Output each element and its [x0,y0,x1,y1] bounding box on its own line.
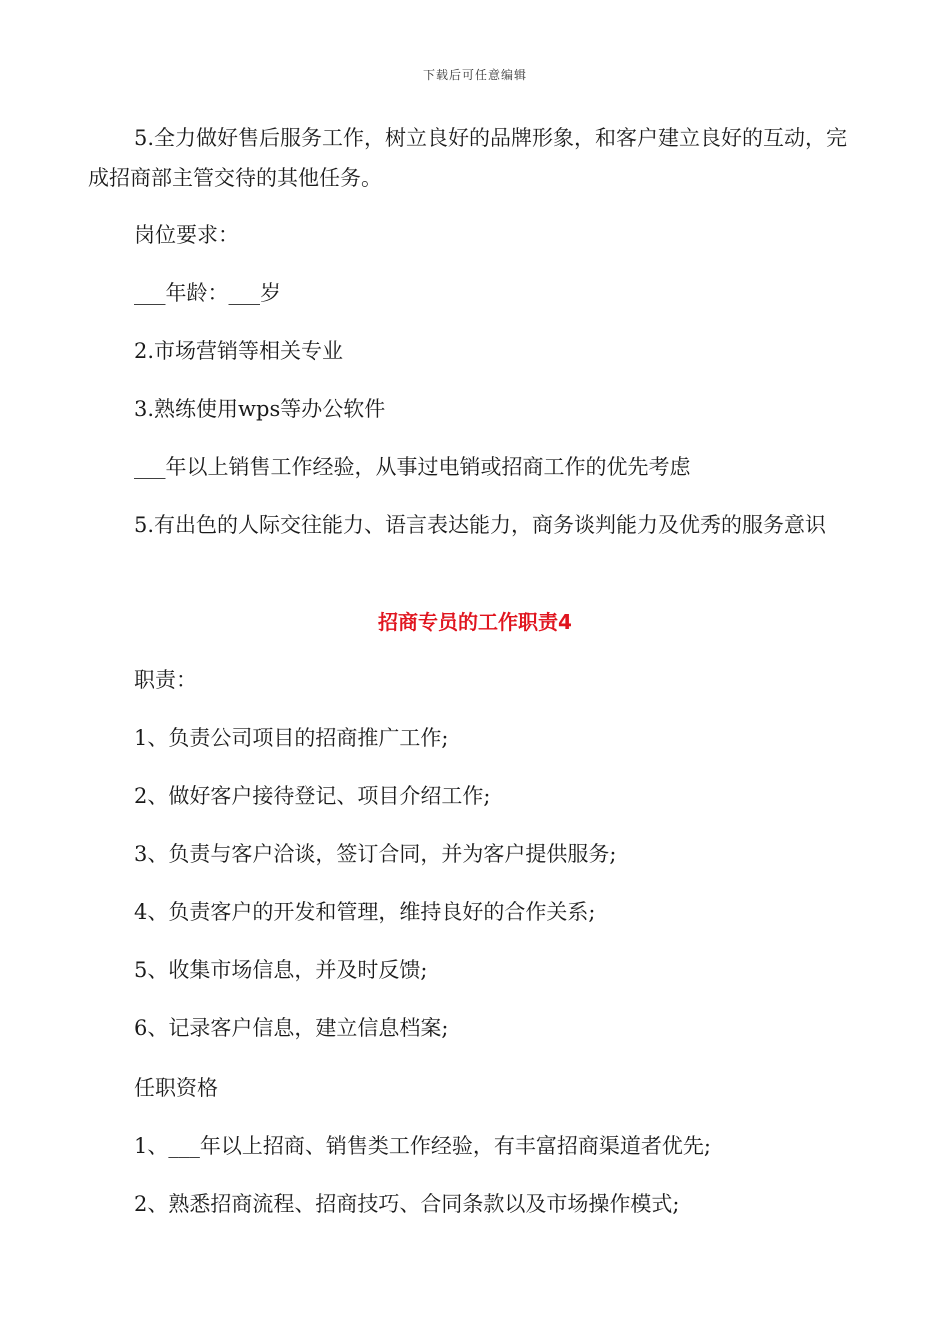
duties-label: 职责： [134,668,197,692]
requirement-software: 3.熟练使用wps等办公软件 [134,397,386,421]
duty-item: 3、负责与客户洽谈，签订合同，并为客户提供服务; [134,842,617,866]
paragraph-item-5: 5.全力做好售后服务工作，树立良好的品牌形象，和客户建立良好的互动，完成招商部主管交待的其他任务。 [88,126,848,190]
duty-item: 6、记录客户信息，建立信息档案; [134,1016,449,1040]
section-heading: 招商专员的工作职责4 [378,610,572,634]
requirements-label: 岗位要求： [134,223,239,247]
qualification-item: 2、熟悉招商流程、招商技巧、合同条款以及市场操作模式; [134,1192,680,1216]
requirement-age: ___年龄：___岁 [134,281,281,305]
duty-item: 2、做好客户接待登记、项目介绍工作; [134,784,491,808]
duty-item: 5、收集市场信息，并及时反馈; [134,958,428,982]
qualifications-label: 任职资格 [134,1076,218,1100]
requirement-skills: 5.有出色的人际交往能力、语言表达能力，商务谈判能力及优秀的服务意识 [134,513,827,537]
duty-item: 4、负责客户的开发和管理，维持良好的合作关系; [134,900,596,924]
page-header: 下载后可任意编辑 [422,68,527,82]
requirement-experience: ___年以上销售工作经验，从事过电销或招商工作的优先考虑 [134,455,691,479]
requirement-major: 2.市场营销等相关专业 [134,339,344,363]
duty-item: 1、负责公司项目的招商推广工作; [134,726,449,750]
qualification-item: 1、___年以上招商、销售类工作经验，有丰富招商渠道者优先; [134,1134,711,1158]
